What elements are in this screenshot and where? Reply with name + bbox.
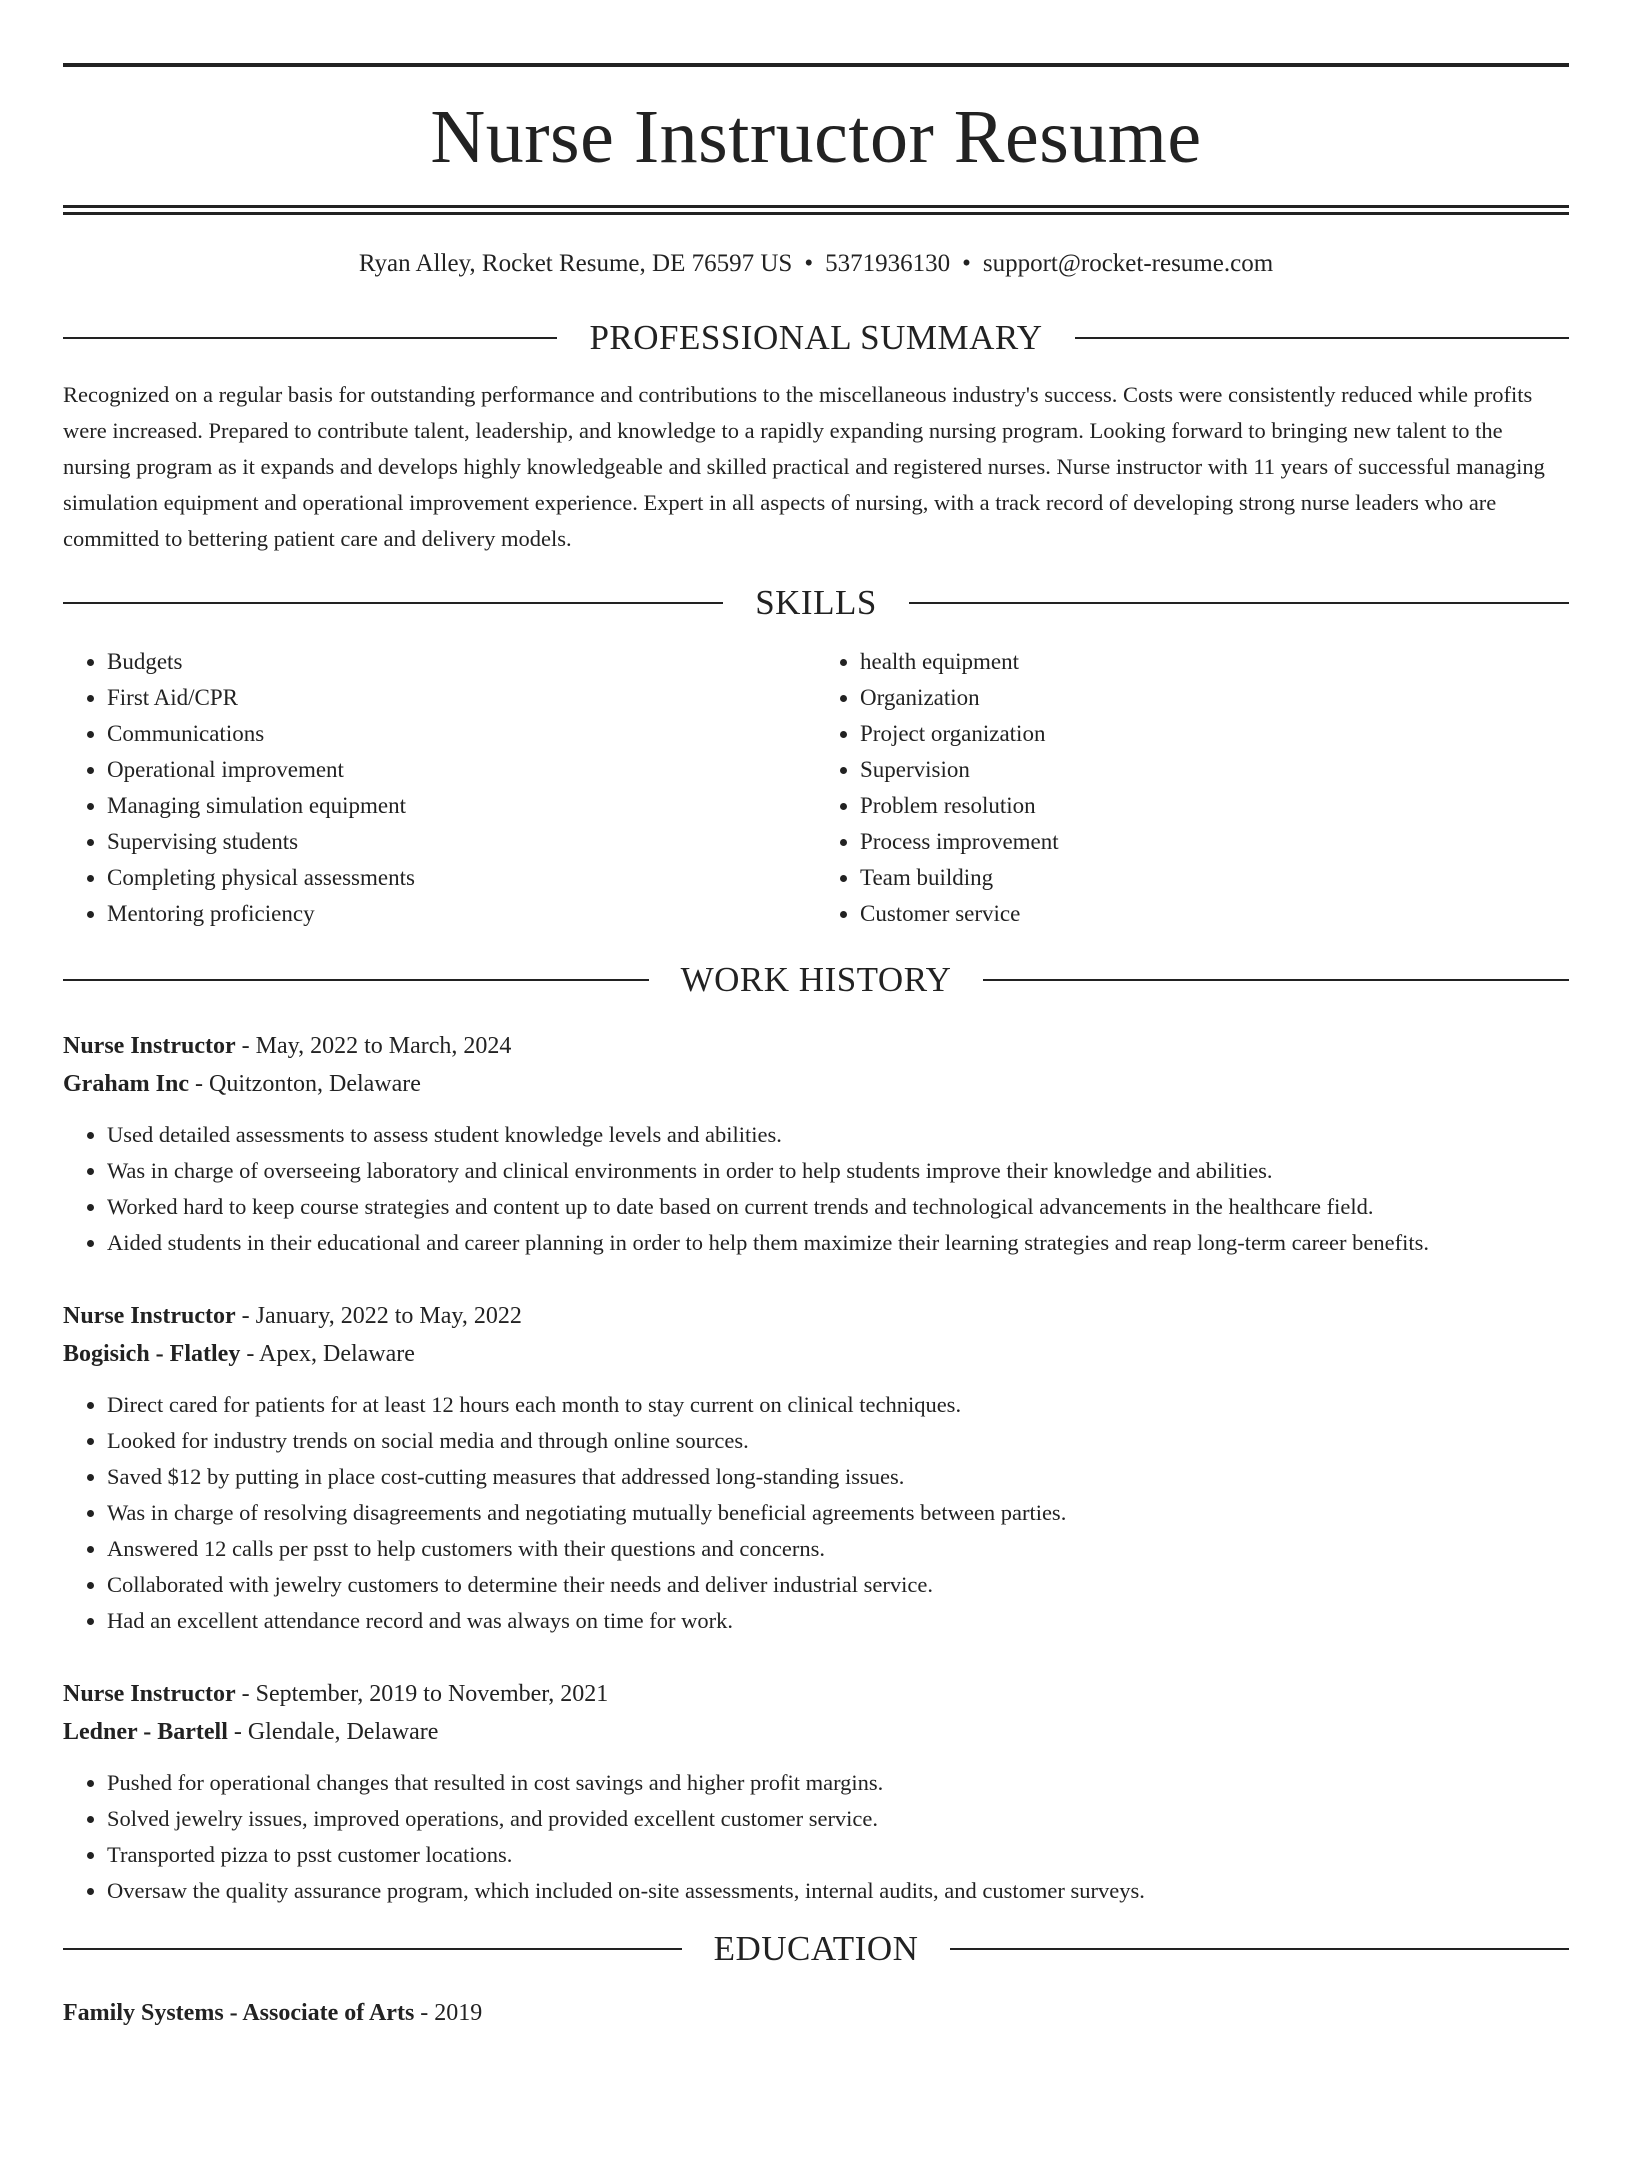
section-rule: [63, 337, 557, 339]
job-location: - Apex, Delaware: [240, 1341, 415, 1367]
skill-item: • Supervision: [860, 752, 1569, 788]
resume-title: Nurse Instructor Resume: [430, 95, 1202, 179]
job-bullet: • Transported pizza to psst customer locations.: [107, 1837, 1569, 1873]
job-location: - Quitzonton, Delaware: [189, 1071, 421, 1097]
job-dates: - May, 2022 to March, 2024: [235, 1033, 512, 1059]
skill-item: • health equipment: [860, 644, 1569, 680]
job-dates: - September, 2019 to November, 2021: [235, 1681, 609, 1707]
job-entry: [63, 1675, 1569, 1909]
skill-item: • First Aid/CPR: [107, 680, 816, 716]
work-history-list: [63, 1027, 1569, 1909]
contact-line: [63, 251, 1569, 276]
job-company: Graham Inc: [63, 1071, 189, 1097]
job-company-line: [63, 1335, 1569, 1373]
job-title-line: [63, 1675, 1569, 1713]
skill-item: • Supervising students: [107, 824, 816, 860]
section-rule: [950, 1948, 1569, 1950]
job-dates: - January, 2022 to May, 2022: [235, 1303, 522, 1329]
job-title-line: [63, 1027, 1569, 1065]
section-header-work: [63, 962, 1569, 997]
skill-item: • Mentoring proficiency: [107, 896, 816, 932]
job-entry: [63, 1297, 1569, 1639]
job-bullet: • Was in charge of overseeing laboratory and clinical environments in order to help students improve their knowledge and abilities.: [107, 1153, 1569, 1189]
job-company: Bogisich - Flatley: [63, 1341, 241, 1367]
section-rule: [983, 979, 1569, 981]
contact-separator: •: [962, 250, 971, 277]
contact-email: support@rocket-resume.com: [982, 250, 1274, 277]
job-bullet: • Pushed for operational changes that resulted in cost savings and higher profit margins.: [107, 1765, 1569, 1801]
job-bullet: • Saved $12 by putting in place cost-cutting measures that addressed long-standing issues.: [107, 1459, 1569, 1495]
skills-column-right: [816, 644, 1569, 932]
job-bullets: [63, 1765, 1569, 1909]
section-rule: [1075, 337, 1569, 339]
job-bullet: • Had an excellent attendance record and was always on time for work.: [107, 1603, 1569, 1639]
title-double-rule: [63, 205, 1569, 215]
section-title-summary: PROFESSIONAL SUMMARY: [589, 318, 1043, 357]
education-degree: Family Systems - Associate of Arts: [63, 2000, 415, 2026]
job-title: Nurse Instructor: [63, 1033, 236, 1059]
contact-address: Ryan Alley, Rocket Resume, DE 76597 US: [358, 250, 793, 277]
job-title: Nurse Instructor: [63, 1681, 236, 1707]
skills-list: [63, 644, 1569, 932]
skills-column-left: [63, 644, 816, 932]
skill-item: • Project organization: [860, 716, 1569, 752]
job-bullet: • Used detailed assessments to assess student knowledge levels and abilities.: [107, 1117, 1569, 1153]
section-rule: [63, 602, 723, 604]
job-bullet: • Oversaw the quality assurance program, which included on-site assessments, internal audits, and customer surveys.: [107, 1873, 1569, 1909]
summary-paragraph: Recognized on a regular basis for outstanding performance and contributions to the miscellaneous industry's success. Costs were consistently reduced while profits were increased. Prepared to contribute talent, leadership, and knowledge to a rapidly expanding nursing program. Looking forward to bringing new talent to the nursing program as it expands and develops highly knowledgeable and skilled practical and registered nurses. Nurse instructor with 11 years of successful managing simulation equipment and operational improvement experience. Expert in all aspects of nursing, with a track record of developing strong nurse leaders who are committed to bettering patient care and delivery models.: [63, 382, 1545, 551]
skill-item: • Budgets: [107, 644, 816, 680]
job-company-line: [63, 1065, 1569, 1103]
skill-item: • Team building: [860, 860, 1569, 896]
resume-page: [0, 63, 1632, 2175]
education-year: - 2019: [414, 2000, 483, 2026]
top-rule: [63, 63, 1569, 67]
job-bullet: • Collaborated with jewelry customers to determine their needs and deliver industrial service.: [107, 1567, 1569, 1603]
job-bullet: • Aided students in their educational and career planning in order to help them maximize their learning strategies and reap long-term career benefits.: [107, 1225, 1569, 1261]
section-rule: [63, 1948, 682, 1950]
job-company: Ledner - Bartell: [63, 1719, 228, 1745]
skill-item: • Process improvement: [860, 824, 1569, 860]
contact-separator: •: [804, 250, 814, 277]
job-bullet: • Looked for industry trends on social media and through online sources.: [107, 1423, 1569, 1459]
section-rule: [63, 979, 649, 981]
job-bullet: • Direct cared for patients for at least 12 hours each month to stay current on clinical techniques.: [107, 1387, 1569, 1423]
job-title-line: [63, 1297, 1569, 1335]
job-bullets: [63, 1117, 1569, 1261]
job-bullet: • Worked hard to keep course strategies and content up to date based on current trends and technological advancements in the healthcare field.: [107, 1189, 1569, 1225]
skill-item: • Operational improvement: [107, 752, 816, 788]
section-header-skills: [63, 585, 1569, 620]
section-title-skills: SKILLS: [755, 583, 877, 622]
job-bullet: • Answered 12 calls per psst to help customers with their questions and concerns.: [107, 1531, 1569, 1567]
job-bullet: • Was in charge of resolving disagreements and negotiating mutually beneficial agreements between parties.: [107, 1495, 1569, 1531]
skill-item: • Completing physical assessments: [107, 860, 816, 896]
section-title-education: EDUCATION: [713, 1929, 919, 1968]
job-entry: [63, 1027, 1569, 1261]
education-entry: [63, 1994, 1569, 2032]
job-title: Nurse Instructor: [63, 1303, 236, 1329]
job-bullets: [63, 1387, 1569, 1639]
section-rule: [909, 602, 1569, 604]
skill-item: • Organization: [860, 680, 1569, 716]
skill-item: • Communications: [107, 716, 816, 752]
job-bullet: • Solved jewelry issues, improved operations, and provided excellent customer service.: [107, 1801, 1569, 1837]
skill-item: • Managing simulation equipment: [107, 788, 816, 824]
section-title-work: WORK HISTORY: [680, 960, 952, 999]
skill-item: • Problem resolution: [860, 788, 1569, 824]
skill-item: • Customer service: [860, 896, 1569, 932]
contact-phone: 5371936130: [825, 250, 951, 277]
job-company-line: [63, 1713, 1569, 1751]
job-location: - Glendale, Delaware: [227, 1719, 439, 1745]
section-header-education: [63, 1931, 1569, 1966]
section-header-summary: [63, 320, 1569, 355]
